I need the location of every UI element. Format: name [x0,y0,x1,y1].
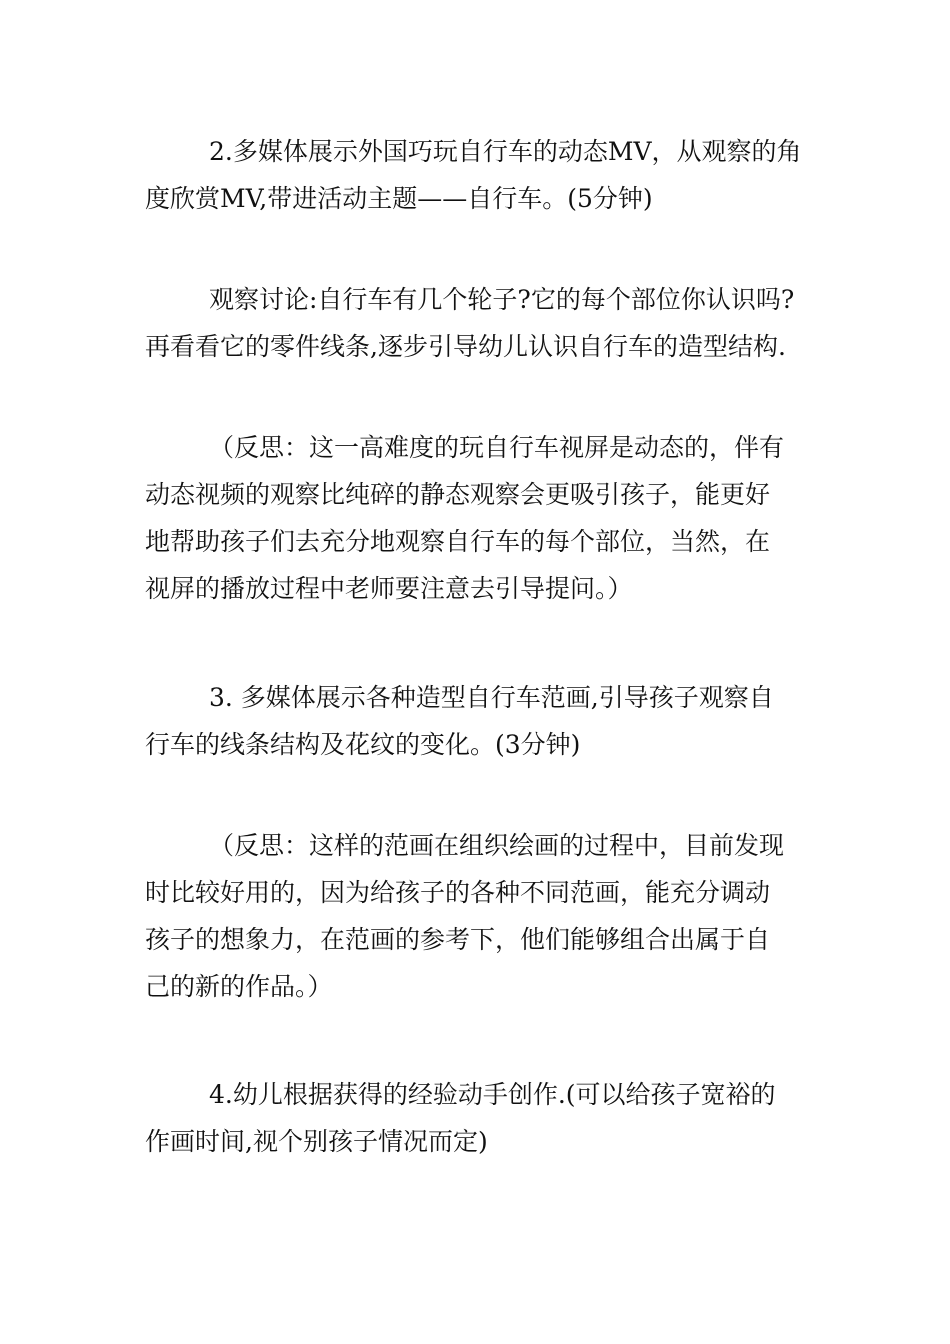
paragraph-line: 4.幼儿根据获得的经验动手创作.(可以给孩子宽裕的 [209,1080,776,1109]
paragraph-line: 时比较好用的，因为给孩子的各种不同范画，能充分调动 [145,878,771,907]
paragraph-line: （反思：这一高难度的玩自行车视屏是动态的，伴有 [209,433,785,462]
paragraph-line: 地帮助孩子们去充分地观察自行车的每个部位，当然，在 [145,527,771,556]
paragraph-reflection-1 [145,424,815,612]
paragraph-step-2 [145,128,815,222]
paragraph-reflection-2 [145,822,815,1010]
paragraph-line: 己的新的作品。） [145,972,333,1001]
paragraph-line: 2.多媒体展示外国巧玩自行车的动态MV，从观察的角 [209,137,802,166]
paragraph-observation-discussion [145,276,815,370]
paragraph-step-3 [145,674,815,768]
paragraph-line: （反思：这样的范画在组织绘画的过程中，目前发现 [209,831,785,860]
paragraph-step-4 [145,1071,815,1165]
paragraph-line: 观察讨论:自行车有几个轮子?它的每个部位你认识吗? [209,285,795,314]
paragraph-line: 度欣赏MV,带进活动主题——自行车。(5分钟) [145,184,653,213]
paragraph-line: 视屏的播放过程中老师要注意去引导提问。） [145,574,633,603]
paragraph-line: 行车的线条结构及花纹的变化。(3分钟) [145,730,581,759]
paragraph-line: 作画时间,视个别孩子情况而定) [145,1127,488,1156]
paragraph-line: 3. 多媒体展示各种造型自行车范画,引导孩子观察自 [209,683,774,712]
paragraph-line: 孩子的想象力，在范画的参考下，他们能够组合出属于自 [145,925,771,954]
paragraph-line: 再看看它的零件线条,逐步引导幼儿认识自行车的造型结构. [145,332,786,361]
paragraph-line: 动态视频的观察比纯碎的静态观察会更吸引孩子，能更好 [145,480,771,509]
